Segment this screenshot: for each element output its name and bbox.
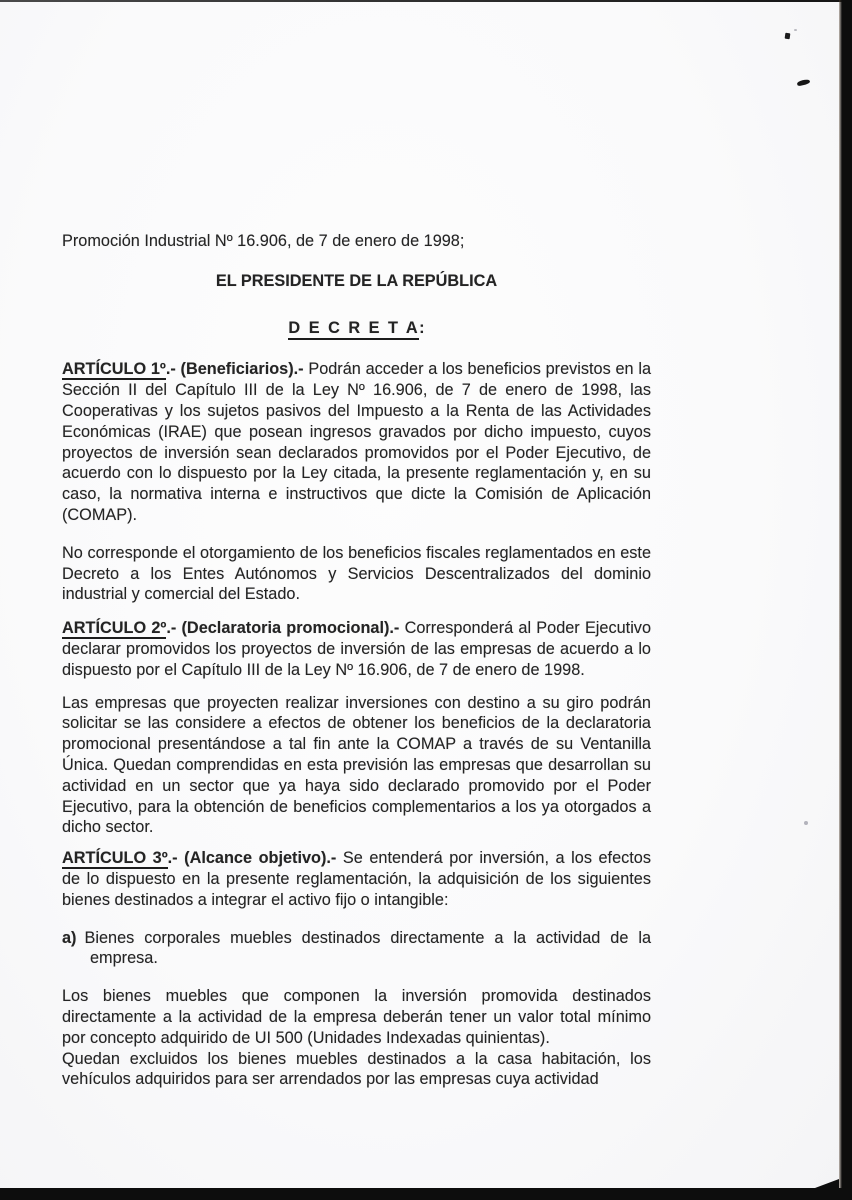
list-item-a <box>62 928 651 970</box>
article-2-label: ARTÍCULO 2º <box>62 619 167 638</box>
article-2-paragraph <box>62 618 651 680</box>
scan-edge-bottom <box>0 1188 852 1200</box>
scan-speck-dot-faint-icon <box>794 29 797 31</box>
list-item-a-text: Bienes corporales muebles destinados directamente a la actividad de la empresa. <box>84 928 651 968</box>
document-title: EL PRESIDENTE DE LA REPÚBLICA <box>215 271 498 290</box>
scan-edge-top <box>0 0 852 2</box>
article-3-name: (Alcance objetivo).- <box>184 849 343 868</box>
article-2-name: (Declaratoria promocional).- <box>181 619 405 638</box>
list-item-a-marker: a) <box>62 928 77 947</box>
paragraph-no-corresponde: No corresponde el otorgamiento de los beneficios fiscales reglamentados en este Decreto a los Entes Autónomos y Servicios Descentralizados del dominio industrial y comercial del Estado. <box>62 543 651 604</box>
article-2-body: Corresponderá al Poder Ejecutivo declarar promovidos los proyectos de inversión de las empresas de acuerdo a lo dispuesto por el Capítulo III de la Ley Nº 16.906, de 7 de enero de 1998. <box>62 619 652 679</box>
decree-colon: : <box>419 318 425 337</box>
article-3-separator: .- <box>167 849 185 868</box>
article-1-paragraph <box>62 359 651 525</box>
scan-edge-right <box>839 0 852 1200</box>
paragraph-quedan-excluidos: Quedan excluidos los bienes muebles destinados a la casa habitación, los vehículos adquiridos para ser arrendados por las empresas cuya actividad <box>62 1049 651 1089</box>
article-2-separator: .- <box>166 619 182 638</box>
article-3-label: ARTÍCULO 3º <box>62 849 168 868</box>
paragraph-los-bienes: Los bienes muebles que componen la inversión promovida destinados directamente a la actividad de la empresa deberán tener un valor total mínimo por concepto adquirido de UI 500 (Unidades Indexadas quinientas). <box>62 987 651 1047</box>
decree-word: D E C R E T A <box>288 319 419 340</box>
article-1-label: ARTÍCULO 1º <box>62 360 166 379</box>
article-1-separator: .- <box>165 360 181 379</box>
article-3-paragraph <box>62 848 651 910</box>
paragraph-las-empresas: Las empresas que proyecten realizar inversiones con destino a su giro podrán solicitar se las considere a efectos de obtener los beneficios de la declaratoria promocional presentándose a tal fin ante la COMAP a través de su Ventanilla Única. Quedan comprendidas en esta previsión las empresas que desarrollan su actividad en un sector que ya haya sido declarado promovido por el Poder Ejecutivo, para la obtención de beneficios complementarios a los ya otorgados a dicho sector. <box>62 693 651 837</box>
article-1-body: Podrán acceder a los beneficios previstos en la Sección II del Capítulo III de la Ley Nº 16.906, de 7 de enero de 1998, las Cooperativas y los sujetos pasivos del Impuesto a la Renta de las Actividades Económicas (IRAE) que posean ingresos gravados por dicho impuesto, cuyos proyectos de inversión sean declarados promovidos por el Poder Ejecutivo, de acuerdo con lo dispuesto por la Ley citada, la presente reglamentación y, en su caso, la normativa interna e instructivos que dicte la Comisión de Aplicación (COMAP). <box>62 360 652 524</box>
intro-line: Promoción Industrial Nº 16.906, de 7 de enero de 1998; <box>62 232 465 250</box>
scan-speck-comma-icon <box>797 79 811 87</box>
article-3-body: Se entenderá por inversión, a los efectos de lo dispuesto en la presente reglamentación, la adquisición de los siguientes bienes destinados a integrar el activo fijo o intangible: <box>62 849 651 909</box>
scan-speck-dot-icon <box>785 33 791 40</box>
document-text-block <box>62 231 651 1090</box>
article-1-name: (Beneficiarios).- <box>180 360 309 379</box>
scan-corner-cut <box>815 1179 839 1188</box>
scan-speck-faint-icon <box>804 821 808 825</box>
decree-heading <box>62 318 651 339</box>
